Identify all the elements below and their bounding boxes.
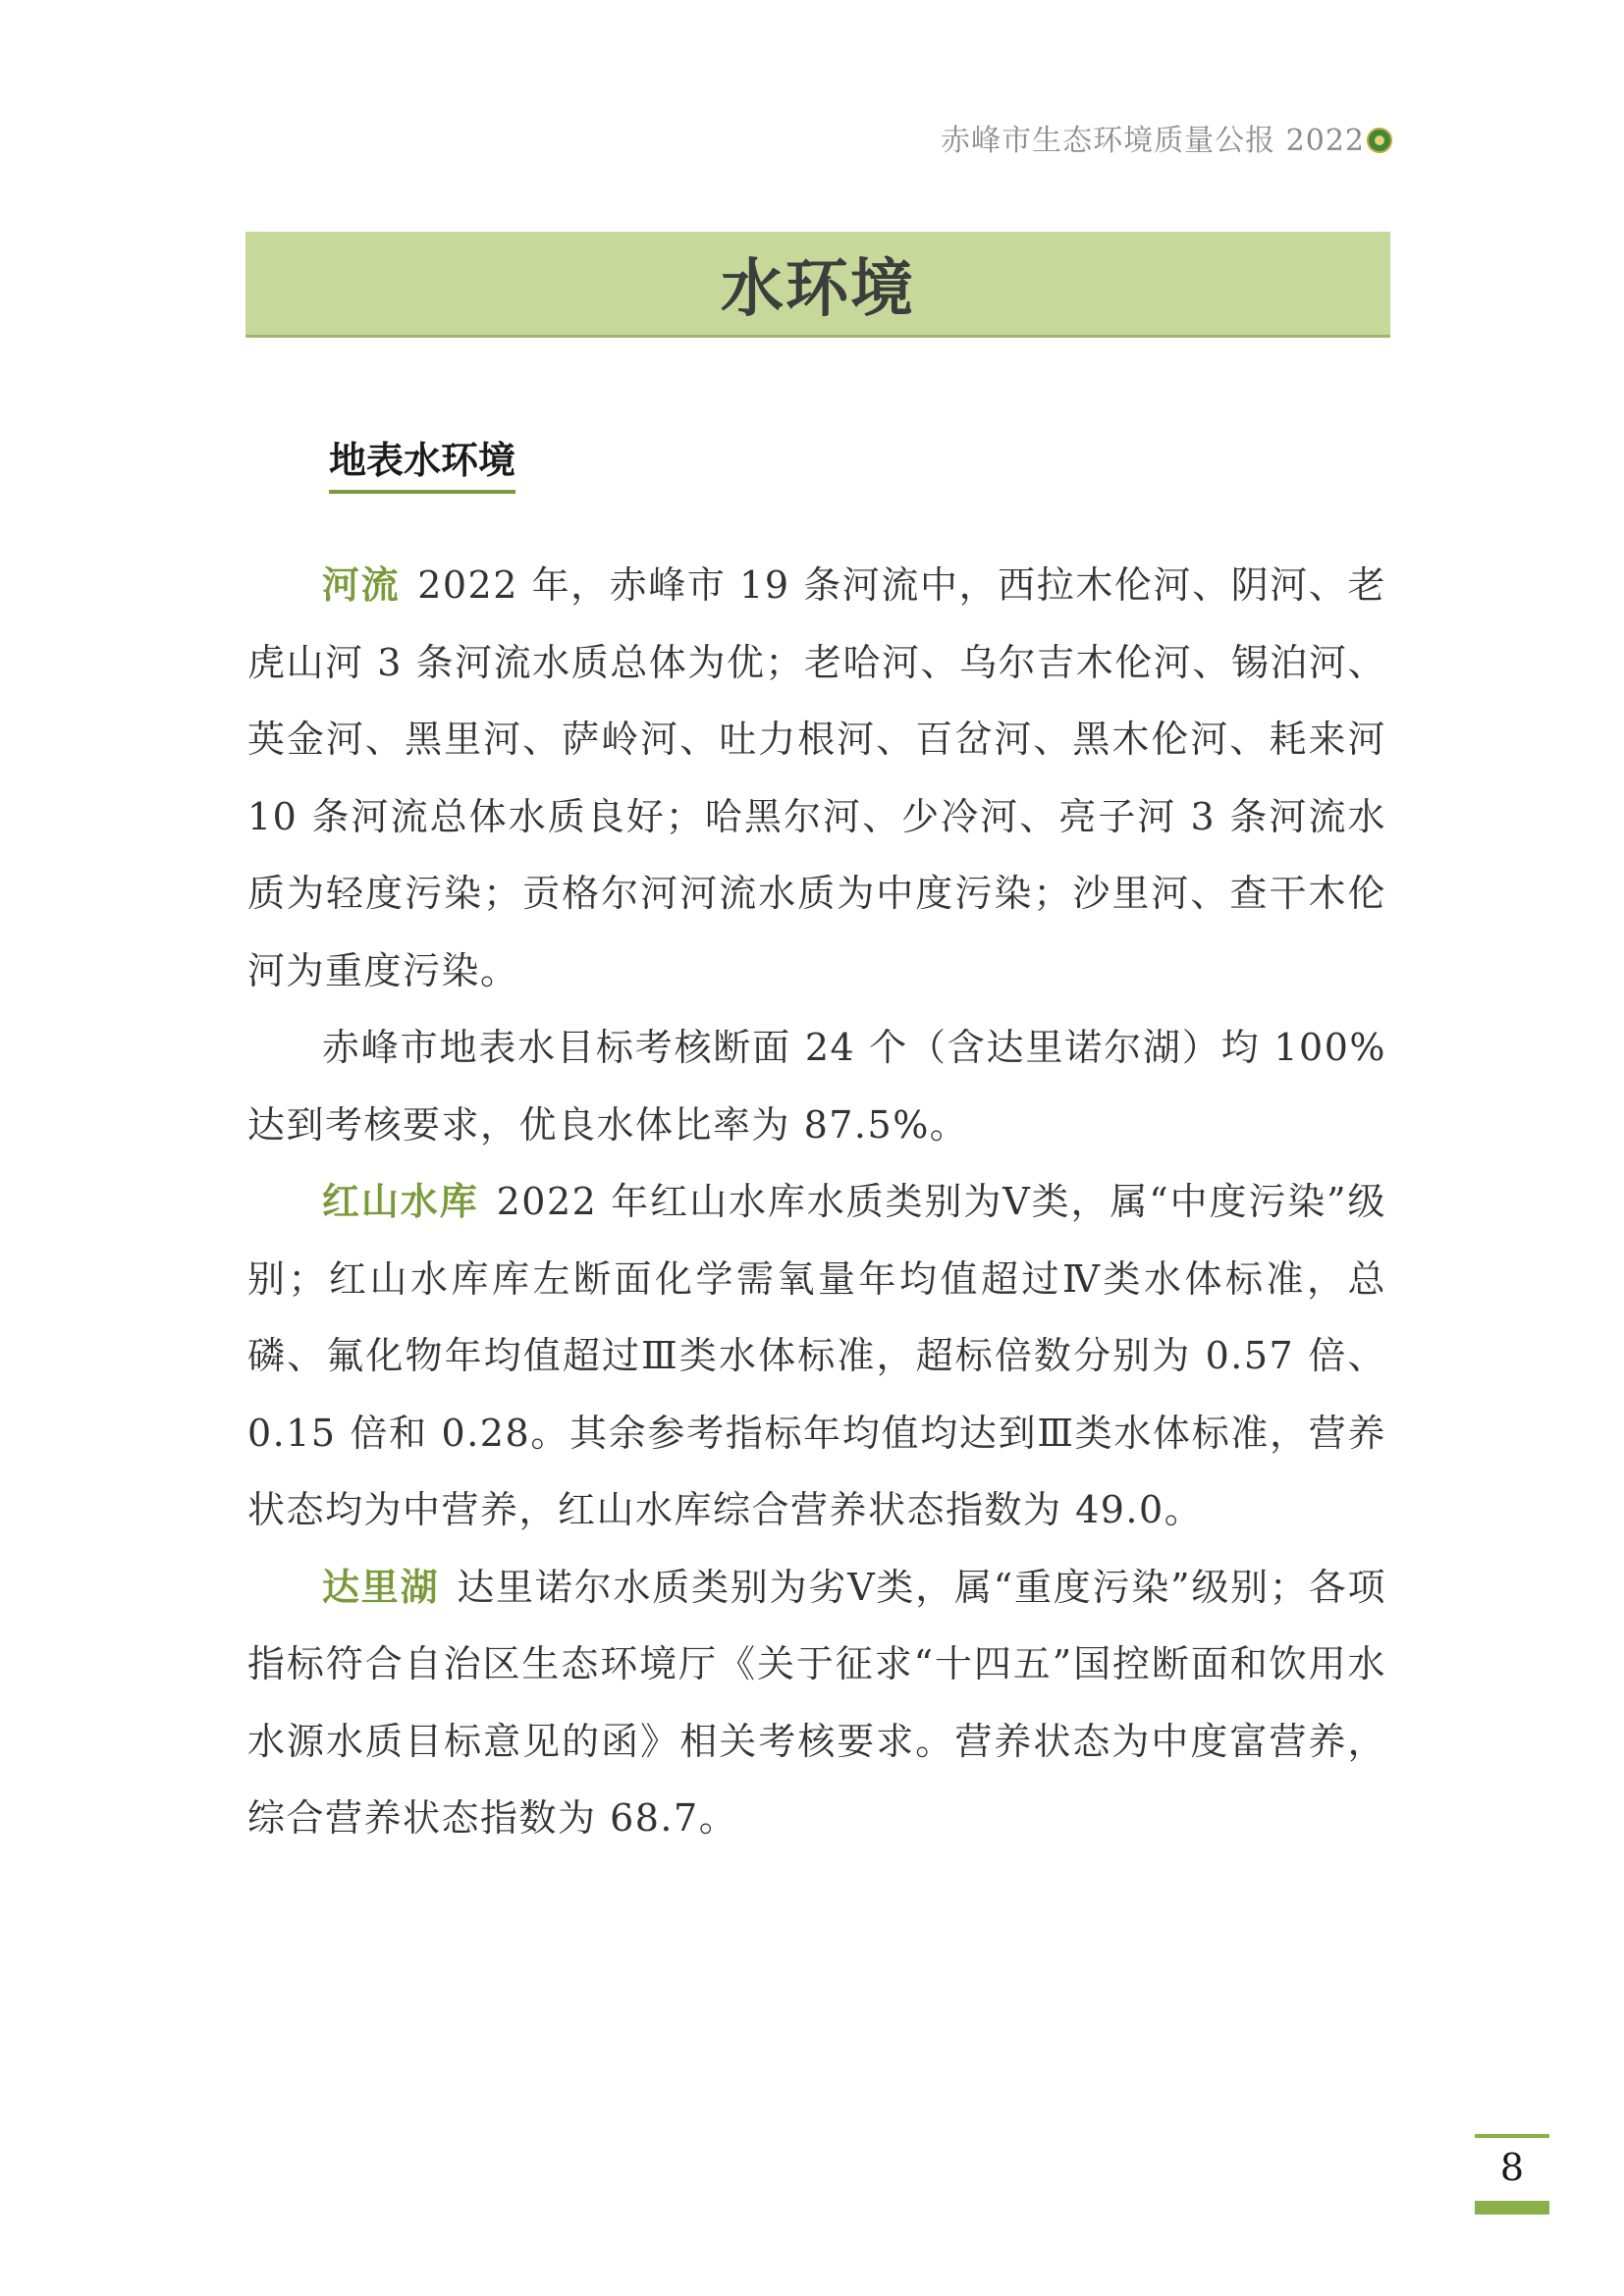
running-title: 赤峰市生态环境质量公报 2022 xyxy=(941,124,1365,158)
paragraph-lead: 红山水库 xyxy=(322,1179,479,1223)
paragraph-text: 达里诺尔水质类别为劣Ⅴ类，属“重度污染”级别；各项指标符合自治区生态环境厅《关于征求“十四五”国控断面和饮用水水源水质目标意见的函》相关考核要求。营养状态为中度富营养，综合营养状态指数为 68.7。 xyxy=(247,1565,1386,1840)
paragraph-text: 2022 年，赤峰市 19 条河流中，西拉木伦河、阴河、老虎山河 3 条河流水质总体为优；老哈河、乌尔吉木伦河、锡泊河、英金河、黑里河、萨岭河、吐力根河、百岔河、黑木伦河、耗来河 10 条河流总体水质良好；哈黑尔河、少冷河、亮子河 3 条河流水质为轻度污染；贡格尔河河流水质为中度污染；沙里河、查干木伦河为重度污染。 xyxy=(247,563,1386,992)
paragraph-dali-lake xyxy=(247,1549,1386,1857)
chapter-title-band xyxy=(245,232,1390,338)
paragraph-rivers xyxy=(247,547,1386,1009)
paragraph-assessment xyxy=(247,1009,1386,1163)
page-number-top-rule xyxy=(1475,2134,1549,2138)
paragraph-lead: 河流 xyxy=(322,562,401,607)
body-text xyxy=(247,547,1386,1857)
page-number-box xyxy=(1475,2134,1549,2215)
paragraph-text: 赤峰市地表水目标考核断面 24 个（含达里诺尔湖）均 100% 达到考核要求，优良水体比率为 87.5%。 xyxy=(247,1026,1386,1147)
paragraph-hongshan-reservoir xyxy=(247,1163,1386,1549)
environment-emblem-icon xyxy=(1367,128,1392,153)
chapter-title: 水环境 xyxy=(721,252,915,326)
paragraph-text: 2022 年红山水库水质类别为Ⅴ类，属“中度污染”级别；红山水库库左断面化学需氧量年均值超过Ⅳ类水体标准，总磷、氟化物年均值超过Ⅲ类水体标准，超标倍数分别为 0.57 倍、0.15 倍和 0.28。其余参考指标年均值均达到Ⅲ类水体标准，营养状态均为中营养，红山水库综合营养状态指数为 49.0。 xyxy=(247,1180,1386,1531)
paragraph-lead: 达里湖 xyxy=(322,1564,440,1609)
section-heading: 地表水环境 xyxy=(329,430,515,494)
page-number: 8 xyxy=(1499,2146,1525,2189)
page-number-bottom-rule xyxy=(1475,2201,1549,2215)
running-header xyxy=(0,116,1392,159)
